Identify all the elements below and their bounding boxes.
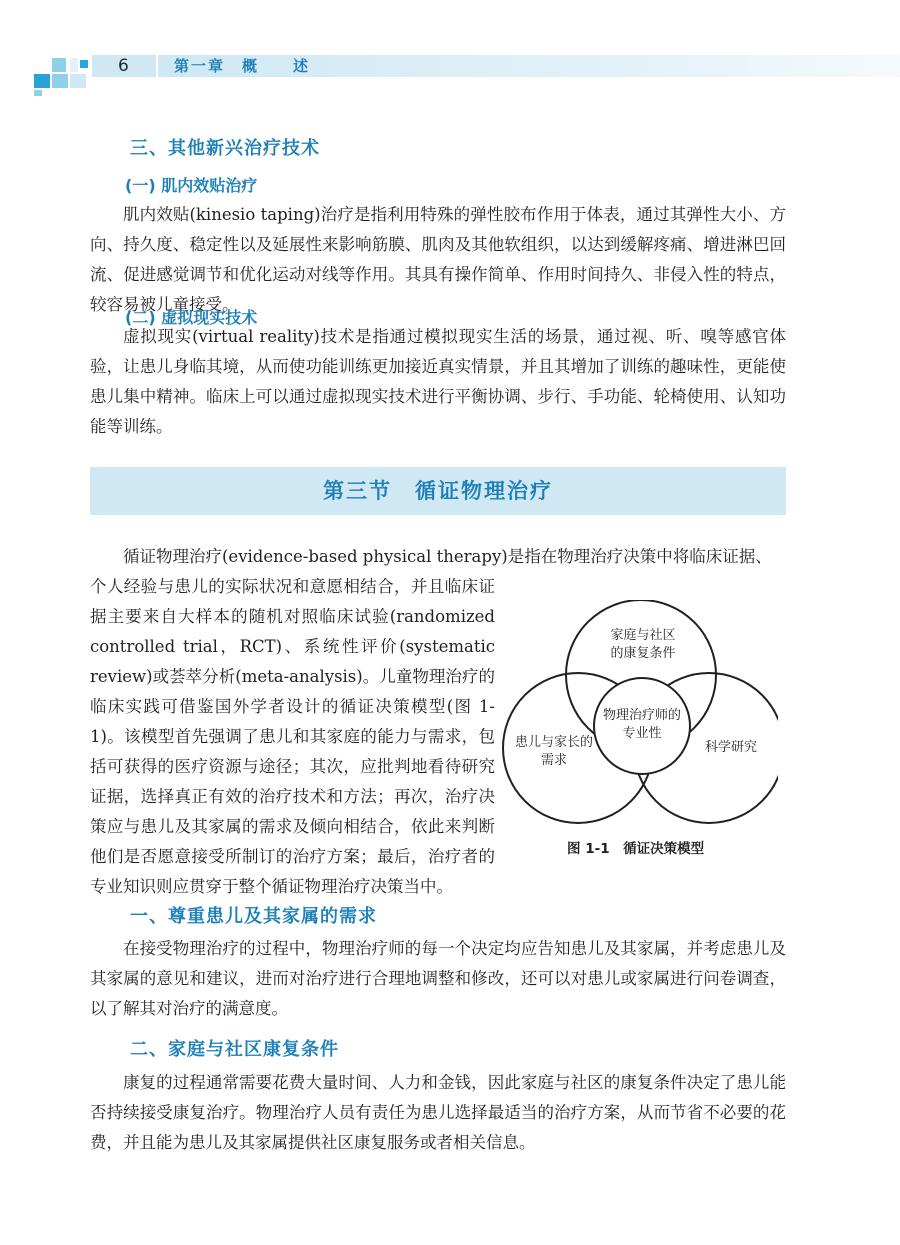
chapter-title: 第一章 概 述 [158, 55, 900, 77]
label-family-community: 家庭与社区的康复条件 [610, 628, 676, 661]
section-title: 第三节 循证物理治疗 [323, 479, 553, 503]
paragraph-vr: 虚拟现实(virtual reality)技术是指通过模拟现实生活的场景，通过视、听、嗅等感官体验，让患儿身临其境，从而使功能训练更加接近真实情景，并且其增加了训练的趣味性，更能使患儿集中精神。临床上可以通过虚拟现实技术进行平衡协调、步行、手功能、轮椅使用、认知功能等训练。 [90, 327, 786, 436]
page-header [0, 0, 900, 100]
heading-family-community: 二、家庭与社区康复条件 [130, 1039, 339, 1060]
label-therapist-expertise: 物理治疗师的专业性 [602, 708, 681, 741]
subheading-kinesio: (一) 肌内效贴治疗 [125, 176, 258, 195]
page-number: 6 [92, 55, 156, 77]
paragraph-kinesio: 肌内效贴(kinesio taping)治疗是指利用特殊的弹性胶布作用于体表，通过其弹性大小、方向、持久度、稳定性以及延展性来影响筋膜、肌肉及其他软组织，以达到缓解疼痛、增进淋巴回流、促进感觉调节和优化运动对线等作用。其具有操作简单、作用时间持久、非侵入性的特点，较容易被儿童接受。 [90, 205, 786, 314]
heading-other-tech: 三、其他新兴治疗技术 [130, 138, 320, 159]
paragraph-evidence-body: 个人经验与患儿的实际状况和意愿相结合，并且临床证据主要来自大样本的随机对照临床试验(randomized controlled trial，RCT)、系统性评价(systematic review)或荟萃分析(meta-analysis)。儿童物理治疗的临床实践可借鉴国外学者设计的循证决策模型(图 1-1)。该模型首先强调了患儿和其家庭的能力与需求，包括可获得的医疗资源与途径；其次，应批判地看待研究证据，选择真正有效的治疗技术和方法；再次，治疗决策应与患儿及其家属的需求及倾向相结合，依此来判断他们是否愿意接受所制订的治疗方案；最后，治疗者的专业知识则应贯穿于整个循证物理治疗决策当中。 [90, 577, 495, 896]
header-decoration [0, 0, 90, 95]
paragraph-family-community: 康复的过程通常需要花费大量时间、人力和金钱，因此家庭与社区的康复条件决定了患儿能否持续接受康复治疗。物理治疗人员有责任为患儿选择最适当的治疗方案，从而节省不必要的花费，并且能为患儿及其家属提供社区康复服务或者相关信息。 [90, 1073, 786, 1152]
section-title-bar [90, 467, 786, 515]
paragraph-respect-needs: 在接受物理治疗的过程中，物理治疗师的每一个决定均应告知患儿及其家属，并考虑患儿及其家属的意见和建议，进而对治疗进行合理地调整和修改，还可以对患儿或家属进行问卷调查，以了解其对治疗的满意度。 [90, 939, 786, 1018]
subheading-vr: (二) 虚拟现实技术 [125, 308, 258, 327]
paragraph-evidence-intro: 循证物理治疗(evidence-based physical therapy)是指在物理治疗决策中将临床证据、 [123, 547, 772, 566]
label-research: 科学研究 [704, 740, 757, 755]
evidence-decision-model-figure [498, 600, 778, 862]
heading-respect-needs: 一、尊重患儿及其家属的需求 [130, 906, 377, 927]
figure-caption: 图 1-1 循证决策模型 [567, 841, 705, 857]
label-patient-needs: 患儿与家长的需求 [514, 735, 593, 768]
